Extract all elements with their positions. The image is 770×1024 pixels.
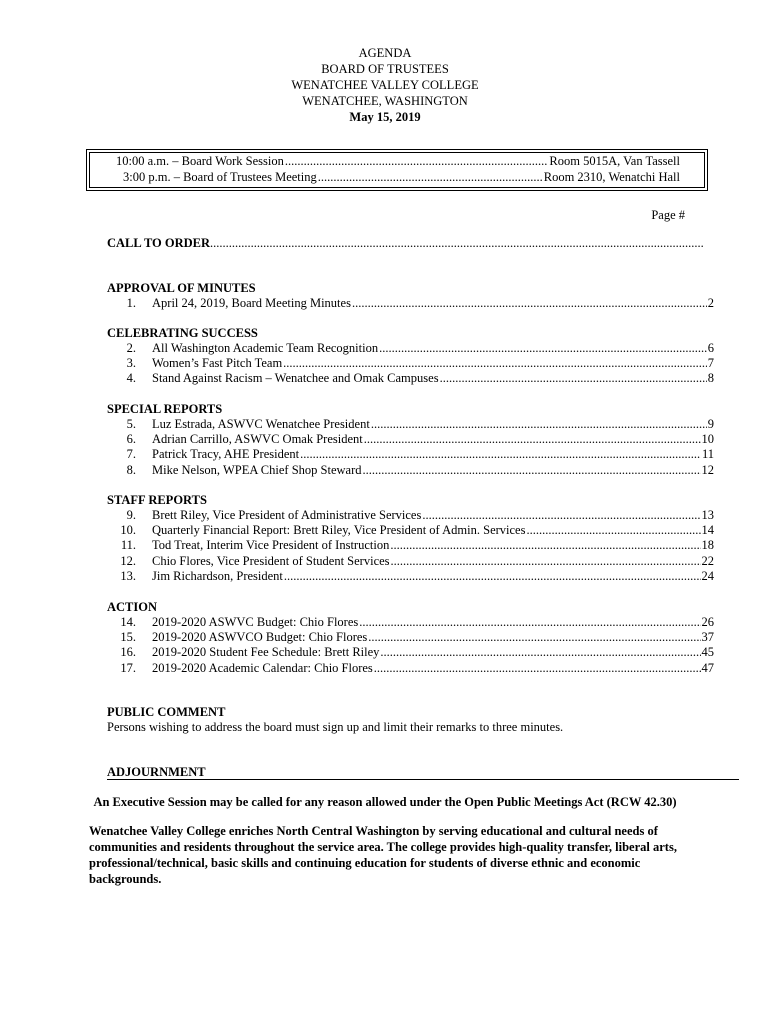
item-page: 14 (701, 523, 714, 538)
item-number: 4. (126, 371, 136, 386)
agenda-item (107, 371, 714, 386)
dot-leader (352, 296, 707, 311)
item-text: 2019-2020 ASWVCO Budget: Chio Flores (152, 630, 368, 645)
item-text: Brett Riley, Vice President of Administrative Services (152, 508, 422, 522)
item-text: 2019-2020 Student Fee Schedule: Brett Riley (152, 645, 380, 660)
item-page: 45 (701, 645, 714, 660)
item-text: All Washington Academic Team Recognition (152, 341, 379, 355)
section-title: APPROVAL OF MINUTES (107, 281, 256, 295)
item-number: 2. (126, 341, 136, 355)
item-text: Luz Estrada, ASWVC Wenatchee President (152, 417, 370, 431)
dot-leader (374, 661, 701, 676)
section-celebrating-success (107, 326, 714, 387)
section-staff-reports (107, 493, 714, 584)
item-page: 9 (707, 417, 714, 431)
header-agenda: AGENDA (358, 46, 412, 60)
item-page: 37 (701, 630, 714, 645)
dot-leader (379, 341, 707, 356)
section-title: CELEBRATING SUCCESS (107, 326, 258, 340)
item-text: April 24, 2019, Board Meeting Minutes (152, 296, 351, 310)
item-page: 26 (701, 615, 714, 629)
agenda-item (107, 356, 714, 371)
agenda-item (107, 508, 714, 523)
item-number: 12. (120, 553, 136, 568)
item-text: Women’s Fast Pitch Team (152, 356, 283, 371)
public-comment (107, 705, 563, 735)
item-page: 7 (707, 356, 714, 371)
dot-leader (359, 615, 700, 630)
item-text: 2019-2020 ASWVC Budget: Chio Flores (152, 615, 359, 629)
agenda-item (107, 523, 714, 538)
dot-leader (362, 463, 700, 478)
header-city: WENATCHEE, WASHINGTON (302, 94, 468, 108)
agenda-item (107, 554, 714, 569)
item-number: 6. (126, 432, 136, 447)
item-page: 18 (701, 538, 714, 553)
item-number: 7. (126, 447, 136, 462)
dot-leader (285, 154, 549, 169)
item-page: 13 (701, 508, 714, 522)
agenda-item (107, 296, 714, 311)
header-board: BOARD OF TRUSTEES (321, 62, 449, 76)
schedule-event: 3:00 p.m. – Board of Trustees Meeting (123, 170, 317, 184)
call-to-order (107, 236, 703, 251)
section-title: SPECIAL REPORTS (107, 402, 223, 416)
divider (107, 779, 739, 780)
agenda-item (107, 661, 714, 676)
agenda-item (107, 432, 714, 447)
item-number: 11. (120, 538, 136, 553)
header-college: WENATCHEE VALLEY COLLEGE (291, 78, 479, 92)
item-number: 10. (120, 523, 136, 538)
item-text: Adrian Carrillo, ASWVC Omak President (152, 432, 363, 447)
agenda-item (107, 645, 714, 660)
section-title: STAFF REPORTS (107, 493, 207, 507)
dot-leader (440, 371, 707, 386)
item-number: 5. (126, 417, 136, 431)
agenda-item (107, 615, 714, 630)
item-number: 1. (126, 296, 136, 310)
dot-leader (380, 645, 700, 660)
item-number: 9. (126, 508, 136, 522)
item-number: 14. (120, 615, 136, 629)
item-number: 8. (126, 462, 136, 477)
executive-session-note: An Executive Session may be called for any reason allowed under the Open Public Meetings Act (RCW 42.30) (93, 795, 677, 809)
item-text: Stand Against Racism – Wenatchee and Omak Campuses (152, 371, 439, 386)
item-page: 6 (707, 341, 714, 355)
schedule-row (123, 170, 680, 186)
schedule-location: Room 2310, Wenatchi Hall (543, 170, 680, 184)
agenda-item (107, 341, 714, 356)
schedule-event: 10:00 a.m. – Board Work Session (116, 154, 284, 168)
item-text: Chio Flores, Vice President of Student Services (152, 553, 390, 568)
public-comment-title: PUBLIC COMMENT (107, 705, 226, 719)
section-approval-of-minutes (107, 281, 714, 311)
schedule-location: Room 5015A, Van Tassell (549, 154, 680, 168)
item-number: 13. (120, 568, 136, 583)
item-page: 22 (701, 553, 714, 568)
item-number: 15. (120, 630, 136, 645)
item-page: 8 (707, 371, 714, 386)
dot-leader (318, 170, 543, 185)
item-text: Patrick Tracy, AHE President (152, 447, 300, 462)
agenda-item (107, 417, 714, 432)
item-text: Tod Treat, Interim Vice President of Instruction (152, 538, 390, 553)
dot-leader (422, 508, 700, 523)
item-page: 10 (701, 432, 714, 447)
section-action (107, 600, 714, 676)
header-date: May 15, 2019 (349, 110, 421, 124)
item-text: 2019-2020 Academic Calendar: Chio Flores (152, 660, 373, 675)
item-number: 17. (120, 660, 136, 675)
dot-leader (526, 523, 700, 538)
section-title: ACTION (107, 600, 158, 614)
item-page: 12 (701, 462, 714, 477)
adjournment-title: ADJOURNMENT (107, 765, 206, 779)
item-page: 2 (707, 296, 714, 310)
public-comment-text: Persons wishing to address the board must sign up and limit their remarks to three minutes. (107, 720, 564, 734)
agenda-item (107, 630, 714, 645)
schedule-row (116, 154, 680, 170)
dot-leader (390, 538, 700, 553)
page-column-label: Page # (651, 208, 685, 222)
item-number: 16. (120, 645, 136, 660)
dot-leader (284, 569, 701, 584)
item-number: 3. (126, 356, 136, 371)
dot-leader (368, 630, 700, 645)
dot-leader (391, 554, 701, 569)
item-page: 11 (701, 447, 714, 462)
item-text: Mike Nelson, WPEA Chief Shop Steward (152, 462, 362, 477)
item-text: Jim Richardson, President (152, 568, 283, 583)
agenda-item (107, 538, 714, 553)
item-page: 47 (701, 660, 714, 675)
agenda-item (107, 569, 714, 584)
call-to-order-label: CALL TO ORDER (107, 236, 211, 250)
dot-leader (210, 236, 703, 251)
agenda-item (107, 463, 714, 478)
dot-leader (283, 356, 707, 371)
item-text: Quarterly Financial Report: Brett Riley, Vice President of Admin. Services (152, 523, 526, 538)
mission-statement: Wenatchee Valley College enriches North Central Washington by serving educational and cultural needs of communities and residents throughout the service area. The college provides high-quality transfer, liberal arts, professional/technical, basic skills and continuing education for students of diverse ethnic and economic backgrounds. (89, 824, 677, 886)
dot-leader (300, 447, 701, 462)
dot-leader (371, 417, 707, 432)
agenda-header (0, 45, 770, 125)
dot-leader (364, 432, 701, 447)
section-special-reports (107, 402, 714, 478)
schedule-box (89, 152, 705, 188)
agenda-item (107, 447, 714, 462)
item-page: 24 (701, 568, 714, 583)
